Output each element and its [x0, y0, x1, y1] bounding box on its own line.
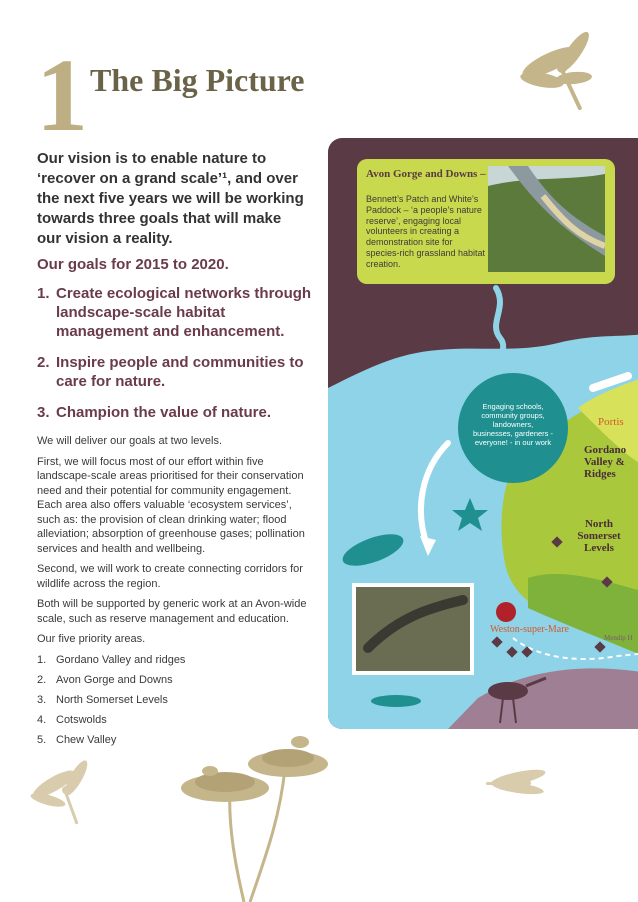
paragraph: Second, we will work to create connecting corridors for wildlife across the region.	[37, 563, 303, 590]
list-item: 1. Gordano Valley and ridges	[37, 653, 186, 666]
map-label-gordano: Gordano Valley & Ridges	[584, 444, 627, 480]
list-item: 5. Chew Valley	[37, 733, 117, 746]
paragraph: First, we will focus most of our effort within five landscape-scale areas prioritised for their conservation need and their potential for community engagement. Each area also offers valuable ‘ecosystem services’, such as: the provision of clean drinking water; flood alleviation; absorption of greenhouse gases; pollination services and health and wellbeing.	[37, 455, 305, 555]
map-label-north-somerset: North Somerset Levels	[577, 518, 621, 554]
section-number: 1	[36, 38, 88, 153]
list-item: 4. Cotswolds	[37, 713, 107, 726]
list-item: 3. North Somerset Levels	[37, 693, 168, 706]
callout-title: Avon Gorge and Downs –	[366, 168, 486, 180]
list-item: 3. Champion the value of nature.	[37, 404, 272, 421]
page-title: The Big Picture	[90, 62, 305, 98]
dragonfly-icon	[478, 764, 558, 804]
goals-list	[37, 284, 317, 434]
paragraph: We will deliver our goals at two levels.	[37, 435, 223, 447]
intro-text: Our vision is to enable nature to ‘recover on a grand scale’¹, and over the next five years we will be working towards three goals that will make our vision a reality.	[37, 150, 304, 247]
engagement-text: Engaging schools, community groups, landowners, businesses, gardeners - everyone! - in our work	[472, 402, 554, 447]
map-label-weston: Weston-super-Mare	[490, 624, 569, 635]
goals-heading: Our goals for 2015 to 2020.	[37, 256, 229, 273]
paragraph: Our five priority areas.	[37, 633, 146, 645]
body-text	[37, 434, 311, 753]
paragraph: Both will be supported by generic work at an Avon-wide scale, such as reserve management and education.	[37, 598, 307, 625]
avon-gorge-photo	[488, 166, 605, 272]
list-item: 2. Inspire people and communities to care for nature.	[37, 354, 304, 390]
dragonfly-icon	[26, 760, 100, 830]
list-item: 1. Create ecological networks through landscape-scale habitat management and enhancement.	[37, 285, 312, 340]
callout-text: Bennett’s Patch and White’s Paddock – ‘a people’s nature reserve’, engaging local volunteers in creating a demonstration site for species-rich grassland habitat creation.	[366, 194, 486, 269]
map-label-mendip: Mendip H	[604, 634, 633, 642]
list-item: 2. Avon Gorge and Downs	[37, 673, 173, 686]
dragonfly-icon	[512, 32, 604, 120]
daisy-flowers-illustration	[170, 728, 340, 902]
map-label-portishead: Portis	[598, 416, 624, 428]
